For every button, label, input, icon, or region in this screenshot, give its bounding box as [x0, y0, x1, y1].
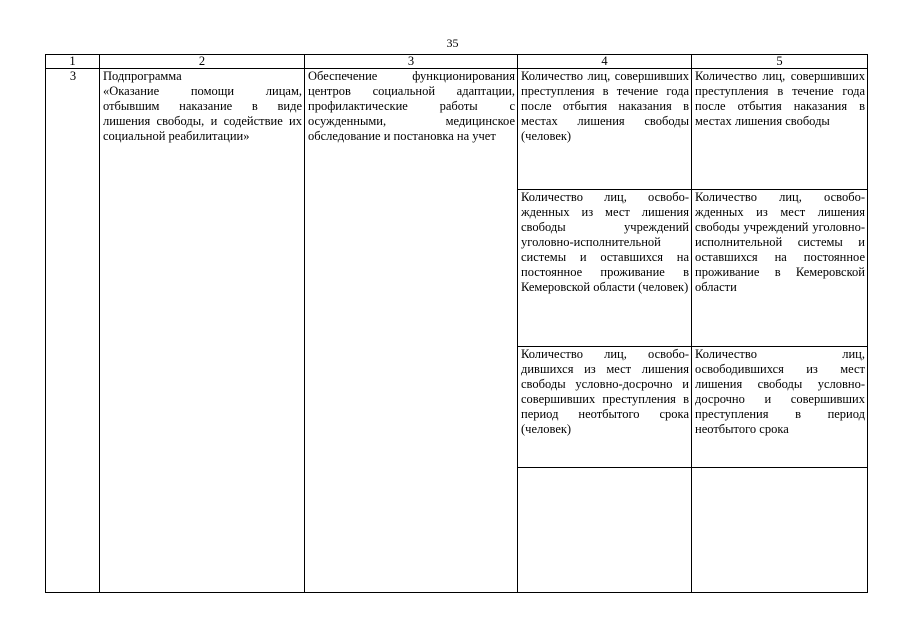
program-table [45, 54, 868, 593]
table-row [46, 69, 868, 190]
column-header: 3 [305, 55, 518, 69]
empty-cell [518, 468, 692, 593]
activity-cell: Обеспечение функционирования центров социальной адаптации, профилактические работы с осужденными, медицинское обследование и постановка на учет [305, 69, 518, 593]
row-number: 3 [46, 69, 100, 593]
indicator-1-col5: Количество лиц, совершивших преступления в течение года после отбытия наказания в местах лишения свободы [692, 69, 868, 190]
subprogram-title: «Оказание помощи лицам, отбывшим наказание в виде лишения свободы, и содействие их социальной реабилитации» [103, 84, 302, 143]
column-header: 4 [518, 55, 692, 69]
indicator-1-col4: Количество лиц, совершивших преступления в течение года после отбытия наказания в местах лишения свободы (человек) [518, 69, 692, 190]
empty-cell [692, 468, 868, 593]
page-number: 35 [446, 36, 459, 50]
table-header-row [46, 55, 868, 69]
indicator-2-col4: Количество лиц, освобожденных из мест лишения свободы учреждений уголовно-исполнительной системы и оставшихся на постоянное проживание в Кемеровской области (человек) [518, 190, 692, 347]
column-header: 2 [100, 55, 305, 69]
indicator-2-col5: Количество лиц, освобожденных из мест лишения свободы учреждений уголовно-исполнительной системы и оставшихся на постоянное проживание в Кемеровской области [692, 190, 868, 347]
subprogram-cell [100, 69, 305, 593]
column-header: 1 [46, 55, 100, 69]
indicator-3-col5: Количество лиц, освободившихся из мест лишения свободы условно-досрочно и совершивших преступления в период неотбытого срока [692, 347, 868, 468]
column-header: 5 [692, 55, 868, 69]
subprogram-label: Подпрограмма [103, 69, 182, 83]
indicator-3-col4: Количество лиц, освободившихся из мест лишения свободы условно-досрочно и совершивших преступления в период неотбытого срока (человек) [518, 347, 692, 468]
